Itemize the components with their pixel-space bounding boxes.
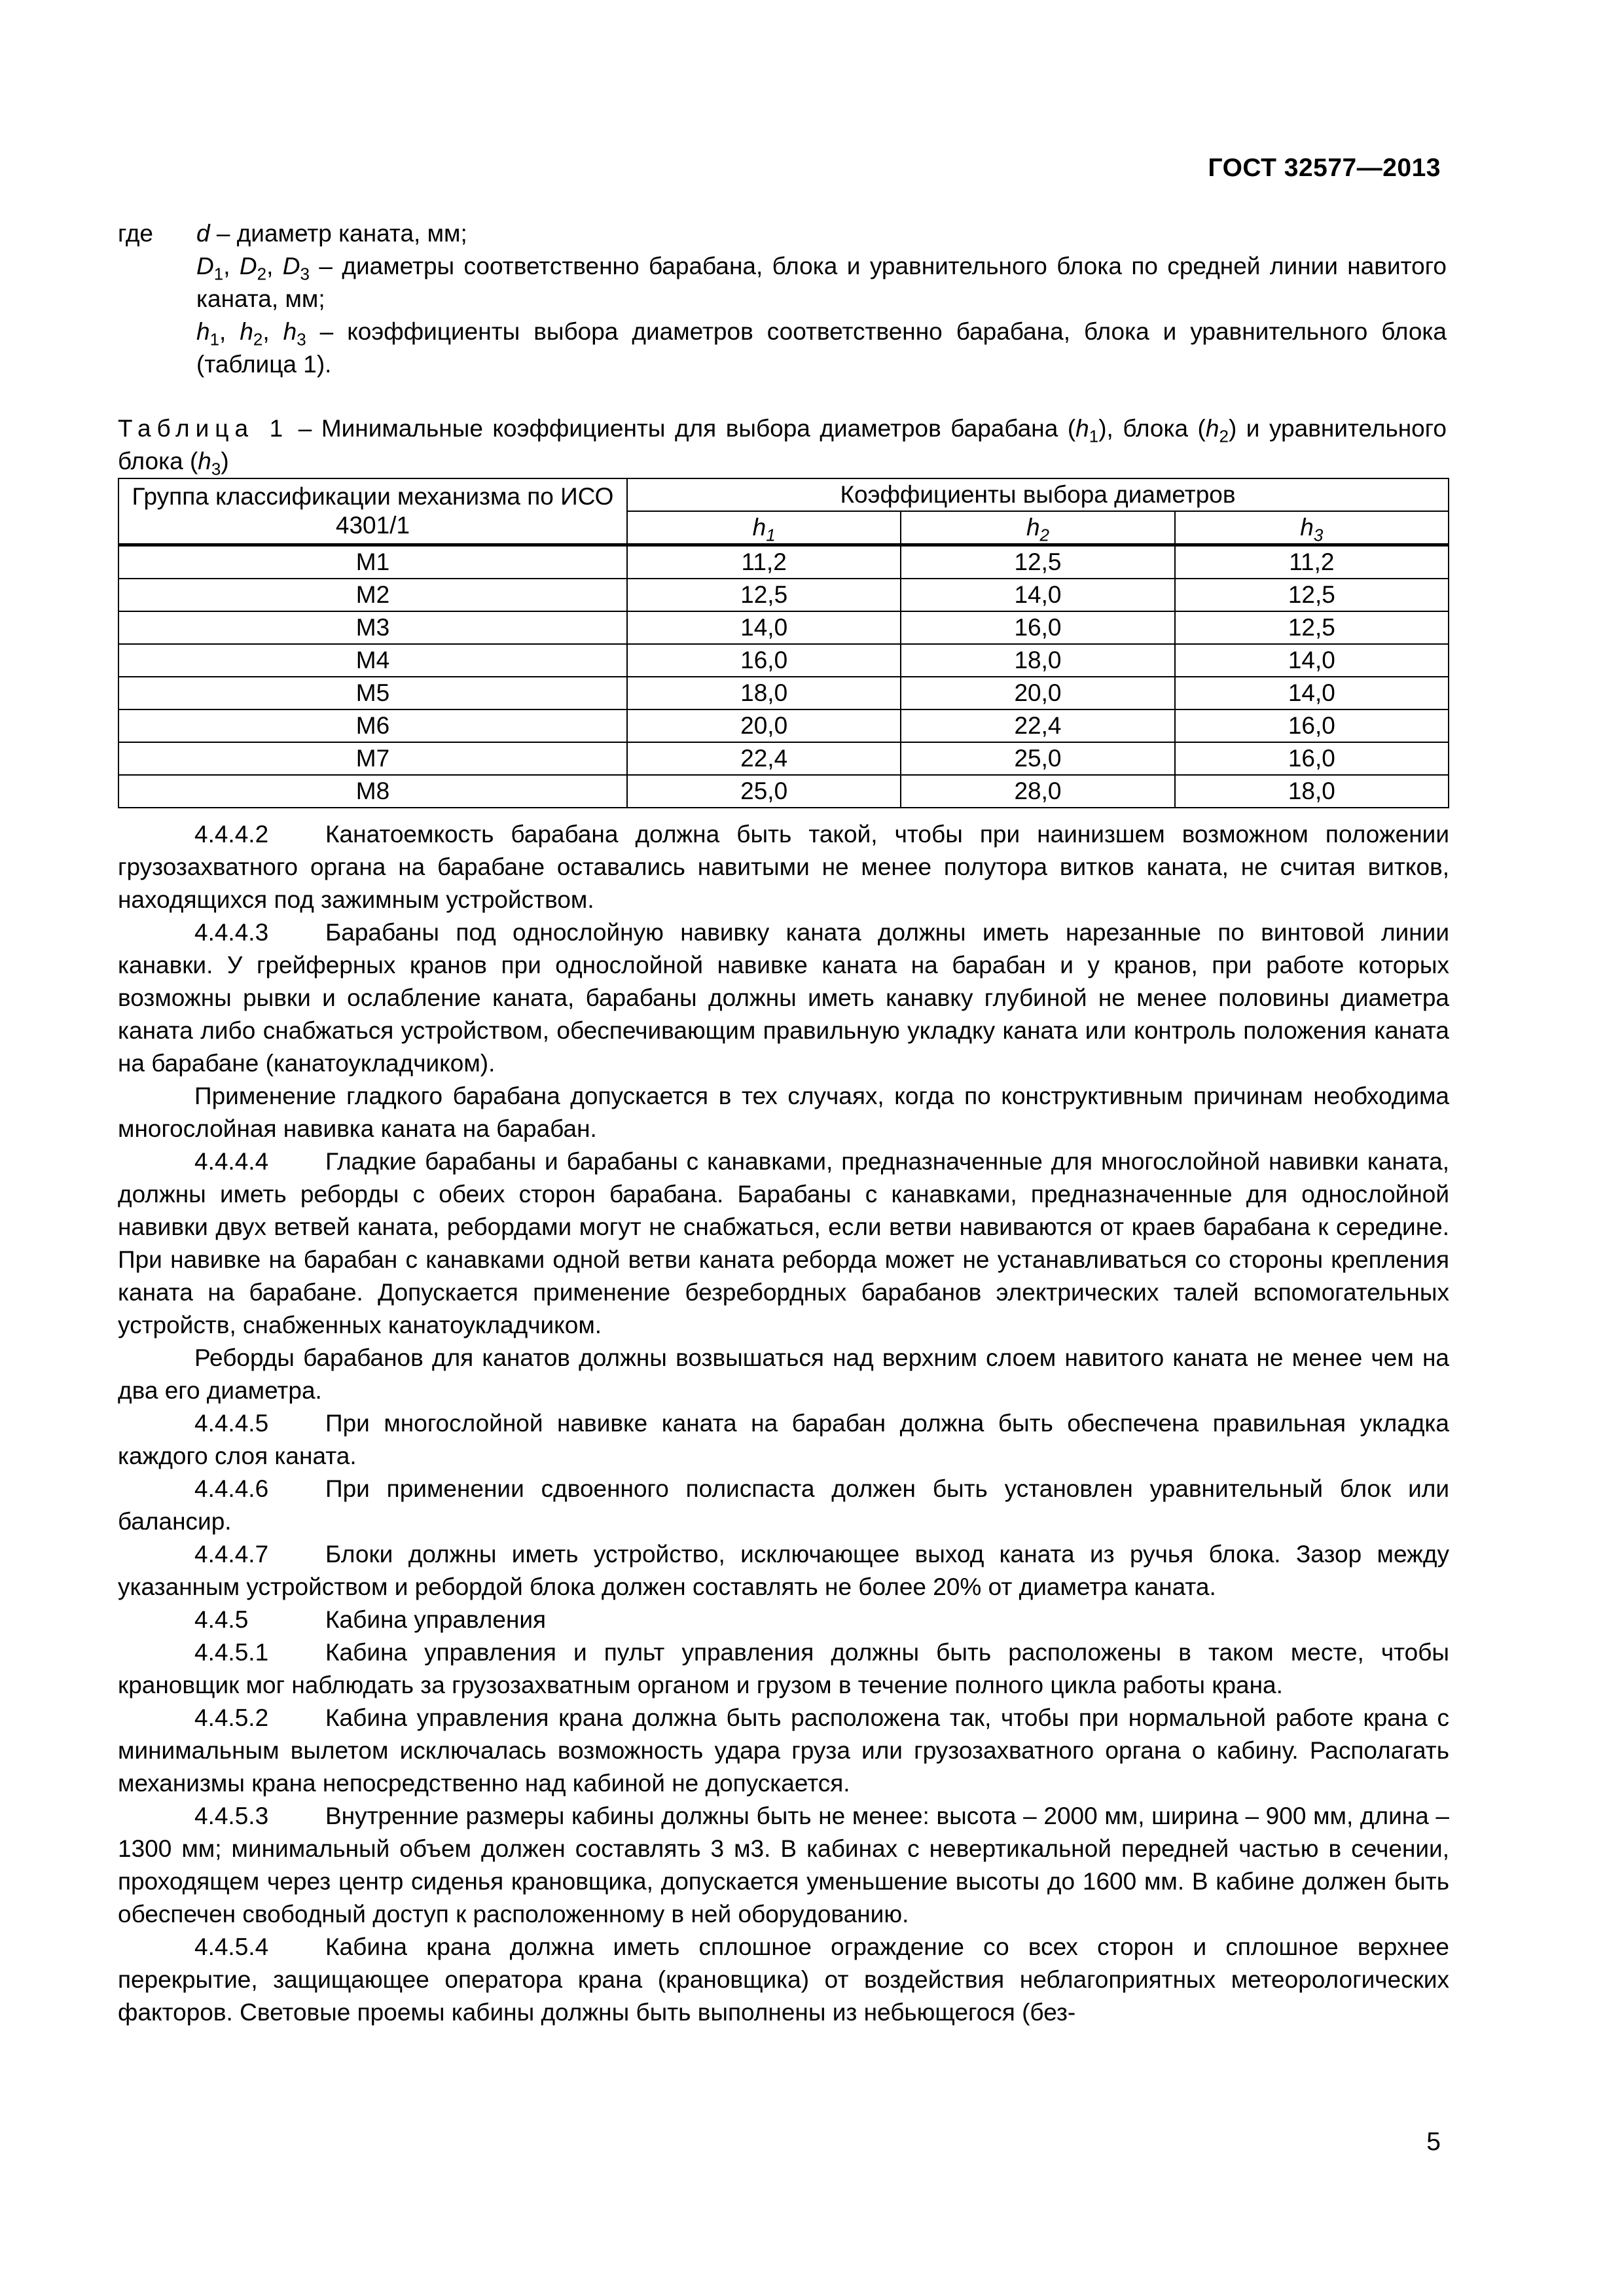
paragraph-text: Кабина управления и пульт управления должны быть расположены в таком месте, чтобы крановщик мог наблюдать за грузозахватным органом и грузом в течение полного цикла работы крана. [118, 1639, 1449, 1698]
clause-number: 4.4.4.5 [194, 1410, 269, 1437]
coefficients-table [118, 478, 1449, 808]
clause-number: 4.4.4.2 [194, 821, 269, 848]
paragraph [118, 1702, 1449, 1800]
paragraph-text: Кабина управления крана должна быть расположена так, чтобы при нормальной работе крана с минимальным вылетом исключалась возможность удара груза или грузозахватного органа о кабину. Располагать механизмы крана непосредственно над кабиной не допускается. [118, 1704, 1449, 1797]
table-cell-value: 14,0 [1175, 677, 1449, 709]
clause-number: 4.4.5.3 [194, 1803, 269, 1829]
paragraph [118, 1342, 1449, 1407]
table-row [118, 677, 1449, 709]
table-cell-value: 20,0 [627, 709, 901, 742]
paragraph [118, 1538, 1449, 1604]
paragraph [118, 1145, 1449, 1342]
document-id: ГОСТ 32577—2013 [1208, 154, 1441, 182]
table-cell-value: 18,0 [1175, 775, 1449, 808]
body-text [118, 818, 1449, 2029]
definition-item [118, 315, 1447, 381]
clause-number: 4.4.4.7 [194, 1541, 269, 1568]
table-header-h3: $h_3$ [1175, 511, 1449, 545]
table-row [118, 545, 1449, 579]
table-cell-group: М5 [118, 677, 627, 709]
table-cell-value: 25,0 [627, 775, 901, 808]
definitions-block [118, 217, 1447, 381]
definition-item [118, 250, 1447, 315]
clause-number: 4.4.5 [194, 1606, 249, 1633]
paragraph-text: Кабина управления [325, 1606, 547, 1633]
definition-text: d – диаметр каната, мм; [196, 220, 467, 247]
clause-number: 4.4.5.4 [194, 1933, 269, 1960]
definition-lead [118, 315, 196, 381]
paragraph [118, 916, 1449, 1080]
definition-lead [118, 250, 196, 315]
paragraph-text: При применении сдвоенного полиспаста должен быть установлен уравнительный блок или балансир. [118, 1475, 1449, 1535]
table-cell-group: М3 [118, 611, 627, 644]
table-header-coefficients: Коэффициенты выбора диаметров [627, 478, 1449, 511]
table-caption [118, 412, 1447, 478]
paragraph-text: Применение гладкого барабана допускается в тех случаях, когда по конструктивным причинам необходима многослойная навивка каната на барабан. [118, 1083, 1449, 1142]
paragraph [118, 1080, 1449, 1145]
table-cell-value: 16,0 [901, 611, 1174, 644]
paragraph [118, 1931, 1449, 2029]
paragraph [118, 1800, 1449, 1931]
table-cell-value: 12,5 [901, 545, 1174, 579]
table-header-group: Группа классификации механизма по ИСО 4301/1 [118, 478, 627, 545]
clause-number: 4.4.5.2 [194, 1704, 269, 1731]
table-row [118, 709, 1449, 742]
definition-lead: где [118, 220, 154, 247]
table-cell-value: 18,0 [627, 677, 901, 709]
paragraph-text: При многослойной навивке каната на барабан должна быть обеспечена правильная укладка каждого слоя каната. [118, 1410, 1449, 1469]
table-cell-value: 22,4 [627, 742, 901, 775]
table-row [118, 644, 1449, 677]
table-cell-value: 18,0 [901, 644, 1174, 677]
table-cell-value: 11,2 [627, 545, 901, 579]
table-cell-value: 11,2 [1175, 545, 1449, 579]
table-header-h2: $h_2$ [901, 511, 1174, 545]
paragraph [118, 818, 1449, 916]
table-row [118, 611, 1449, 644]
paragraph-text: Кабина крана должна иметь сплошное ограждение со всех сторон и сплошное верхнее перекрытие, защищающее оператора крана (крановщика) от воздействия неблагоприятных метеорологических факторов. Световые проемы кабины должны быть выполнены из небьющегося (без- [118, 1933, 1449, 2026]
table-caption-text: – Минимальные коэффициенты для выбора диаметров барабана $(h_1)$, блока $(h_2)$ и уравнительного блока $(h_3)$ [118, 415, 1447, 479]
paragraph-text: Внутренние размеры кабины должны быть не менее: высота – 2000 мм, ширина – 900 мм, длина – 1300 мм; минимальный объем должен составлять 3 м3. В кабинах с невертикальной передней частью в сечении, проходящем через центр сиденья крановщика, допускается уменьшение высоты до 1600 мм. В кабине должен быть обеспечен свободный доступ к расположенному в ней оборудованию. [118, 1803, 1449, 1928]
paragraph [118, 1407, 1449, 1473]
table-cell-value: 20,0 [901, 677, 1174, 709]
paragraph-text: Блоки должны иметь устройство, исключающее выход каната из ручья блока. Зазор между указанным устройством и ребордой блока должен составлять не более 20% от диаметра каната. [118, 1541, 1449, 1600]
table-cell-value: 25,0 [901, 742, 1174, 775]
page-number: 5 [1426, 2128, 1441, 2156]
table-cell-value: 14,0 [1175, 644, 1449, 677]
table-cell-value: 16,0 [627, 644, 901, 677]
clause-number: 4.4.4.6 [194, 1475, 269, 1502]
table-cell-value: 12,5 [1175, 611, 1449, 644]
table-cell-group: М8 [118, 775, 627, 808]
paragraph [118, 1473, 1449, 1538]
clause-number: 4.4.5.1 [194, 1639, 269, 1666]
paragraph-text: Реборды барабанов для канатов должны возвышаться над верхним слоем навитого каната не менее чем на два его диаметра. [118, 1344, 1449, 1404]
paragraph [118, 1636, 1449, 1702]
paragraph-text: Гладкие барабаны и барабаны с канавками, предназначенные для многослойной навивки каната, должны иметь реборды с обеих сторон барабана. Барабаны с канавками, предназначенные для однослойной навивки двух ветвей каната, ребордами могут не снабжаться, если ветви навиваются от краев барабана к середине. При навивке на барабан с канавками одной ветви каната реборда может не устанавливаться со стороны крепления каната на барабане. Допускается применение безребордных барабанов электрических талей вспомогательных устройств, снабженных канатоукладчиком. [118, 1148, 1449, 1338]
table-cell-value: 16,0 [1175, 742, 1449, 775]
definition-text: $h_1$, $h_2$, $h_3$ – коэффициенты выбора диаметров соответственно барабана, блока и уравнительного блока (таблица 1). [196, 318, 1447, 378]
table-cell-group: М4 [118, 644, 627, 677]
table-cell-value: 16,0 [1175, 709, 1449, 742]
paragraph-text: Барабаны под однослойную навивку каната должны иметь нарезанные по винтовой линии канавки. У грейферных кранов при однослойной навивке каната на барабан и у кранов, при работе которых возможны рывки и ослабление каната, барабаны должны иметь канавку глубиной не менее половины диаметра каната либо снабжаться устройством, обеспечивающим правильную укладку каната или контроль положения каната на барабане (канатоукладчиком). [118, 919, 1449, 1077]
definition-text: $D_1$, $D_2$, $D_3$ – диаметры соответственно барабана, блока и уравнительного блока по средней линии навитого каната, мм; [196, 253, 1447, 312]
paragraph [118, 1604, 1449, 1636]
table-cell-value: 12,5 [627, 579, 901, 611]
table-cell-group: М7 [118, 742, 627, 775]
paragraph-text: Канатоемкость барабана должна быть такой, чтобы при наинизшем возможном положении грузозахватного органа на барабане оставались навитыми не менее полутора витков каната, не считая витков, находящихся под зажимным устройством. [118, 821, 1449, 913]
table-row [118, 579, 1449, 611]
table-row [118, 742, 1449, 775]
table-cell-value: 22,4 [901, 709, 1174, 742]
table-cell-group: М2 [118, 579, 627, 611]
table-cell-value: 14,0 [901, 579, 1174, 611]
table-header-h1: $h_1$ [627, 511, 901, 545]
table-cell-value: 28,0 [901, 775, 1174, 808]
clause-number: 4.4.4.4 [194, 1148, 269, 1175]
table-cell-value: 14,0 [627, 611, 901, 644]
table-cell-value: 12,5 [1175, 579, 1449, 611]
table-cell-group: М6 [118, 709, 627, 742]
table-row [118, 775, 1449, 808]
clause-number: 4.4.4.3 [194, 919, 269, 946]
definition-item [118, 217, 1447, 250]
table-cell-group: М1 [118, 545, 627, 579]
table-label: Таблица 1 [118, 415, 289, 442]
table-body [118, 545, 1449, 808]
